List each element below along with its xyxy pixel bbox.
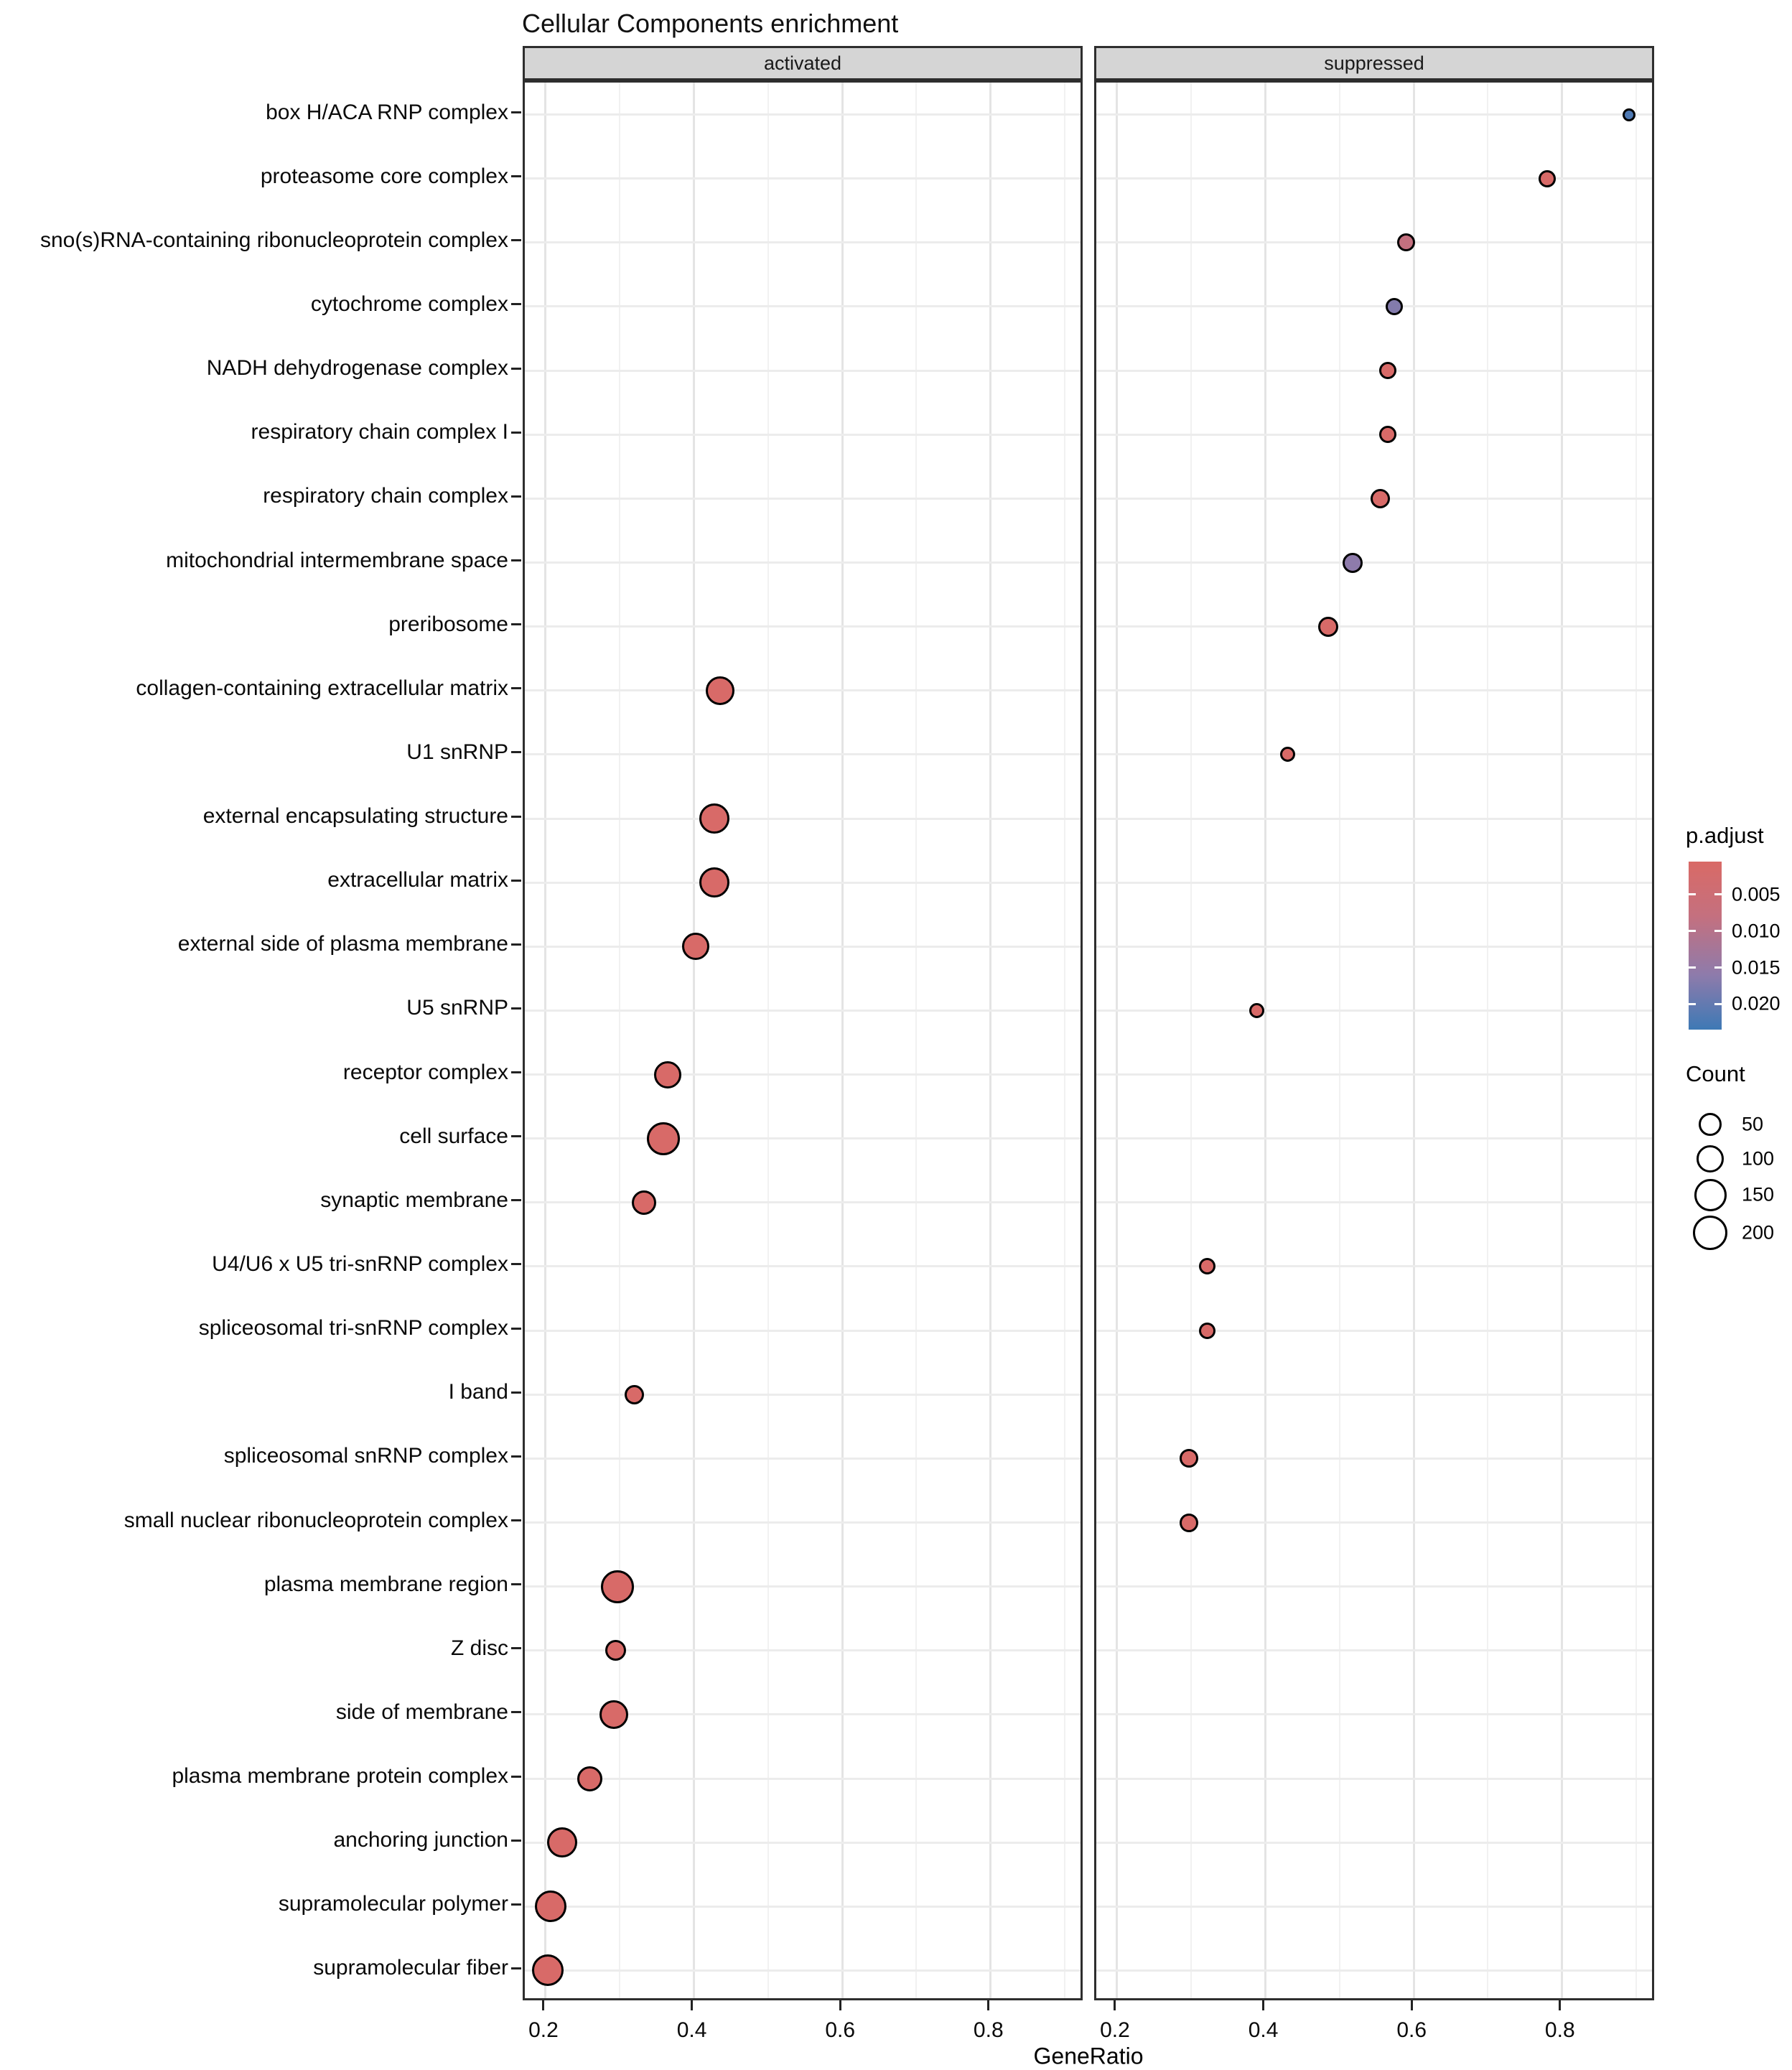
y-axis-label: supramolecular fiber	[313, 1956, 508, 1980]
data-point	[601, 1570, 634, 1603]
gridline-row	[525, 561, 1081, 564]
gridline-row	[525, 1906, 1081, 1908]
y-tick-mark	[511, 1135, 521, 1137]
y-tick-mark	[511, 303, 521, 305]
gridline-row	[525, 113, 1081, 116]
y-tick-mark	[511, 1199, 521, 1201]
data-point	[599, 1700, 628, 1729]
y-axis-label: plasma membrane protein complex	[172, 1764, 508, 1789]
gridline-row	[525, 1969, 1081, 1972]
count-legend-title: Count	[1686, 1061, 1745, 1086]
y-tick-mark	[511, 1840, 521, 1842]
colorbar-tick-mark	[1689, 893, 1696, 895]
gridline-row	[525, 1137, 1081, 1139]
y-axis-label: I band	[448, 1380, 508, 1404]
gridline-row	[1096, 1585, 1652, 1588]
gridline-row	[1096, 305, 1652, 307]
y-axis-label: proteasome core complex	[260, 164, 508, 188]
data-point	[1623, 108, 1635, 121]
y-tick-mark	[511, 1776, 521, 1778]
colorbar-tick-label: 0.005	[1732, 883, 1781, 905]
y-axis-label: preribosome	[388, 612, 508, 636]
gridline-row	[1096, 241, 1652, 243]
data-point	[1343, 553, 1363, 573]
y-tick-mark	[511, 943, 521, 946]
y-axis-label: mitochondrial intermembrane space	[166, 548, 508, 572]
gridline-row	[1096, 1906, 1652, 1908]
gridline-row	[1096, 1713, 1652, 1715]
gridline-row	[525, 1330, 1081, 1332]
gridline-row	[1096, 818, 1652, 820]
y-axis-label: respiratory chain complex	[263, 484, 508, 508]
x-tick-label: 0.4	[676, 2018, 707, 2042]
y-axis-label: spliceosomal tri-snRNP complex	[198, 1316, 508, 1341]
gridline-row	[525, 818, 1081, 820]
gridline-row	[1096, 1073, 1652, 1076]
y-tick-mark	[511, 1455, 521, 1458]
x-tick-mark	[691, 2000, 693, 2010]
gridline-row	[525, 370, 1081, 372]
y-axis-label: cytochrome complex	[310, 292, 508, 316]
data-point	[535, 1890, 566, 1922]
colorbar-tick-mark	[1714, 893, 1722, 895]
gridline-row	[1096, 946, 1652, 948]
y-axis-label: NADH dehydrogenase complex	[206, 356, 508, 381]
gridline-row	[1096, 1010, 1652, 1012]
y-axis-label: respiratory chain complex I	[251, 420, 508, 444]
data-point	[699, 867, 729, 898]
count-legend-circle	[1699, 1113, 1722, 1136]
chart-title: Cellular Components enrichment	[522, 9, 899, 38]
x-tick-label: 0.6	[825, 2018, 856, 2042]
gridline-row	[525, 625, 1081, 628]
gridline-row	[525, 1458, 1081, 1460]
y-tick-mark	[511, 111, 521, 113]
y-tick-mark	[511, 368, 521, 370]
y-axis-label: Z disc	[450, 1636, 508, 1660]
colorbar-tick-label: 0.020	[1732, 992, 1781, 1015]
gridline-row	[525, 177, 1081, 180]
colorbar-tick-mark	[1714, 930, 1722, 932]
y-tick-mark	[511, 1263, 521, 1265]
data-point	[1318, 617, 1338, 637]
x-tick-label: 0.4	[1248, 2018, 1279, 2042]
facet-strip-activated	[523, 46, 1083, 80]
y-axis-label: spliceosomal snRNP complex	[223, 1444, 508, 1468]
y-axis-label: extracellular matrix	[327, 868, 508, 892]
y-tick-mark	[511, 816, 521, 818]
x-tick-label: 0.8	[973, 2018, 1004, 2042]
gridline-row	[525, 689, 1081, 691]
y-tick-mark	[511, 751, 521, 753]
gridline-row	[525, 1842, 1081, 1844]
data-point	[706, 676, 734, 705]
data-point	[632, 1190, 656, 1215]
data-point	[605, 1640, 626, 1661]
gridline-row	[525, 434, 1081, 436]
gridline-row	[1096, 561, 1652, 564]
x-tick-mark	[839, 2000, 841, 2010]
y-axis-label: supramolecular polymer	[278, 1892, 508, 1916]
y-tick-mark	[511, 1391, 521, 1394]
data-point	[654, 1061, 681, 1088]
gridline-row	[525, 1073, 1081, 1076]
gridline-row	[1096, 625, 1652, 628]
x-tick-mark	[1114, 2000, 1116, 2010]
y-axis-label: sno(s)RNA-containing ribonucleoprotein complex	[40, 228, 508, 252]
y-axis-label: external encapsulating structure	[202, 804, 508, 829]
facet-strip-suppressed	[1094, 46, 1654, 80]
gridline-row	[1096, 1778, 1652, 1780]
gridline-row	[1096, 1969, 1652, 1972]
y-tick-mark	[511, 1007, 521, 1010]
gridline-row	[525, 1778, 1081, 1780]
gridline-row	[1096, 753, 1652, 755]
gridline-row	[525, 305, 1081, 307]
y-tick-mark	[511, 623, 521, 625]
y-tick-mark	[511, 1583, 521, 1585]
y-tick-mark	[511, 687, 521, 689]
y-axis-label: receptor complex	[342, 1060, 508, 1084]
gridline-row	[1096, 1137, 1652, 1139]
gridline-row	[1096, 177, 1652, 180]
gridline-row	[525, 1521, 1081, 1524]
gridline-row	[1096, 1330, 1652, 1332]
gridline-row	[1096, 689, 1652, 691]
data-point	[625, 1385, 644, 1404]
gridline-row	[525, 946, 1081, 948]
data-point	[577, 1766, 602, 1791]
gridline-row	[525, 882, 1081, 884]
y-axis-label: U1 snRNP	[406, 740, 508, 764]
x-tick-mark	[1411, 2000, 1413, 2010]
data-point	[1371, 489, 1390, 508]
x-tick-mark	[1559, 2000, 1561, 2010]
x-tick-label: 0.2	[528, 2018, 559, 2042]
data-point	[682, 933, 709, 960]
y-tick-mark	[511, 1647, 521, 1649]
y-axis-label: U4/U6 x U5 tri-snRNP complex	[212, 1251, 508, 1276]
gridline-row	[1096, 882, 1652, 884]
data-point	[1180, 1514, 1198, 1532]
y-axis-label: anchoring junction	[333, 1828, 508, 1852]
data-point	[1379, 426, 1396, 443]
gridline-row	[525, 1394, 1081, 1396]
facet-strip-label: activated	[763, 52, 842, 74]
x-tick-mark	[542, 2000, 544, 2010]
data-point	[1180, 1449, 1198, 1468]
y-tick-mark	[511, 1903, 521, 1906]
data-point	[1386, 298, 1403, 315]
gridline-row	[525, 498, 1081, 500]
x-tick-label: 0.2	[1100, 2018, 1130, 2042]
data-point	[1539, 170, 1556, 187]
y-tick-mark	[511, 1071, 521, 1073]
data-point	[699, 803, 729, 834]
y-tick-mark	[511, 1711, 521, 1713]
y-axis-label: synaptic membrane	[320, 1188, 508, 1212]
data-point	[1199, 1323, 1215, 1339]
y-tick-mark	[511, 1328, 521, 1330]
y-tick-mark	[511, 559, 521, 561]
colorbar-tick-mark	[1689, 966, 1696, 969]
x-tick-mark	[1262, 2000, 1264, 2010]
count-legend-label: 100	[1742, 1147, 1775, 1170]
data-point	[547, 1827, 577, 1857]
y-axis-label: small nuclear ribonucleoprotein complex	[123, 1508, 508, 1532]
y-axis-label: box H/ACA RNP complex	[266, 100, 508, 124]
x-axis-title: GeneRatio	[1033, 2043, 1144, 2069]
y-tick-mark	[511, 880, 521, 882]
y-axis-label: collagen-containing extracellular matrix	[136, 676, 508, 700]
gridline-row	[1096, 1842, 1652, 1844]
gridline-row	[525, 1010, 1081, 1012]
gridline-row	[1096, 1201, 1652, 1203]
count-legend-circle	[1697, 1145, 1724, 1172]
x-tick-label: 0.8	[1544, 2018, 1575, 2042]
y-axis-label: U5 snRNP	[406, 996, 508, 1020]
y-tick-mark	[511, 1519, 521, 1521]
y-tick-mark	[511, 239, 521, 241]
count-legend-label: 200	[1742, 1221, 1775, 1244]
x-tick-label: 0.6	[1396, 2018, 1427, 2042]
data-point	[1249, 1003, 1264, 1018]
y-tick-mark	[511, 495, 521, 498]
y-tick-mark	[511, 1967, 521, 1969]
gridline-row	[525, 241, 1081, 243]
gridline-row	[1096, 1649, 1652, 1651]
gridline-row	[525, 753, 1081, 755]
data-point	[647, 1122, 680, 1155]
gridline-row	[525, 1201, 1081, 1203]
y-tick-mark	[511, 432, 521, 434]
facet-panel-activated	[523, 80, 1083, 2000]
data-point	[532, 1954, 564, 1986]
gridline-row	[1096, 113, 1652, 116]
gridline-row	[1096, 1394, 1652, 1396]
gridline-row	[1096, 370, 1652, 372]
y-axis-label: plasma membrane region	[263, 1572, 508, 1596]
count-legend-circle	[1693, 1216, 1727, 1250]
colorbar-tick-mark	[1689, 1003, 1696, 1005]
colorbar-tick-mark	[1714, 1003, 1722, 1005]
gridline-row	[525, 1265, 1081, 1267]
data-point	[1280, 747, 1295, 762]
data-point	[1199, 1258, 1215, 1274]
data-point	[1379, 362, 1396, 379]
count-legend-label: 150	[1742, 1183, 1775, 1206]
facet-panel-suppressed	[1094, 80, 1654, 2000]
x-tick-mark	[987, 2000, 989, 2010]
y-axis-label: external side of plasma membrane	[177, 932, 508, 956]
y-axis-label: cell surface	[399, 1124, 508, 1148]
colorbar-tick-mark	[1689, 930, 1696, 932]
colorbar-tick-label: 0.010	[1732, 920, 1781, 942]
colorbar-tick-label: 0.015	[1732, 956, 1781, 979]
colorbar-tick-mark	[1714, 966, 1722, 969]
gridline-row	[1096, 1265, 1652, 1267]
facet-strip-label: suppressed	[1324, 52, 1424, 74]
p-adjust-legend-title: p.adjust	[1686, 823, 1764, 848]
count-legend-circle	[1694, 1179, 1727, 1211]
gridline-row	[1096, 434, 1652, 436]
y-axis-label: side of membrane	[335, 1700, 508, 1724]
y-tick-mark	[511, 175, 521, 177]
count-legend-label: 50	[1742, 1113, 1764, 1135]
